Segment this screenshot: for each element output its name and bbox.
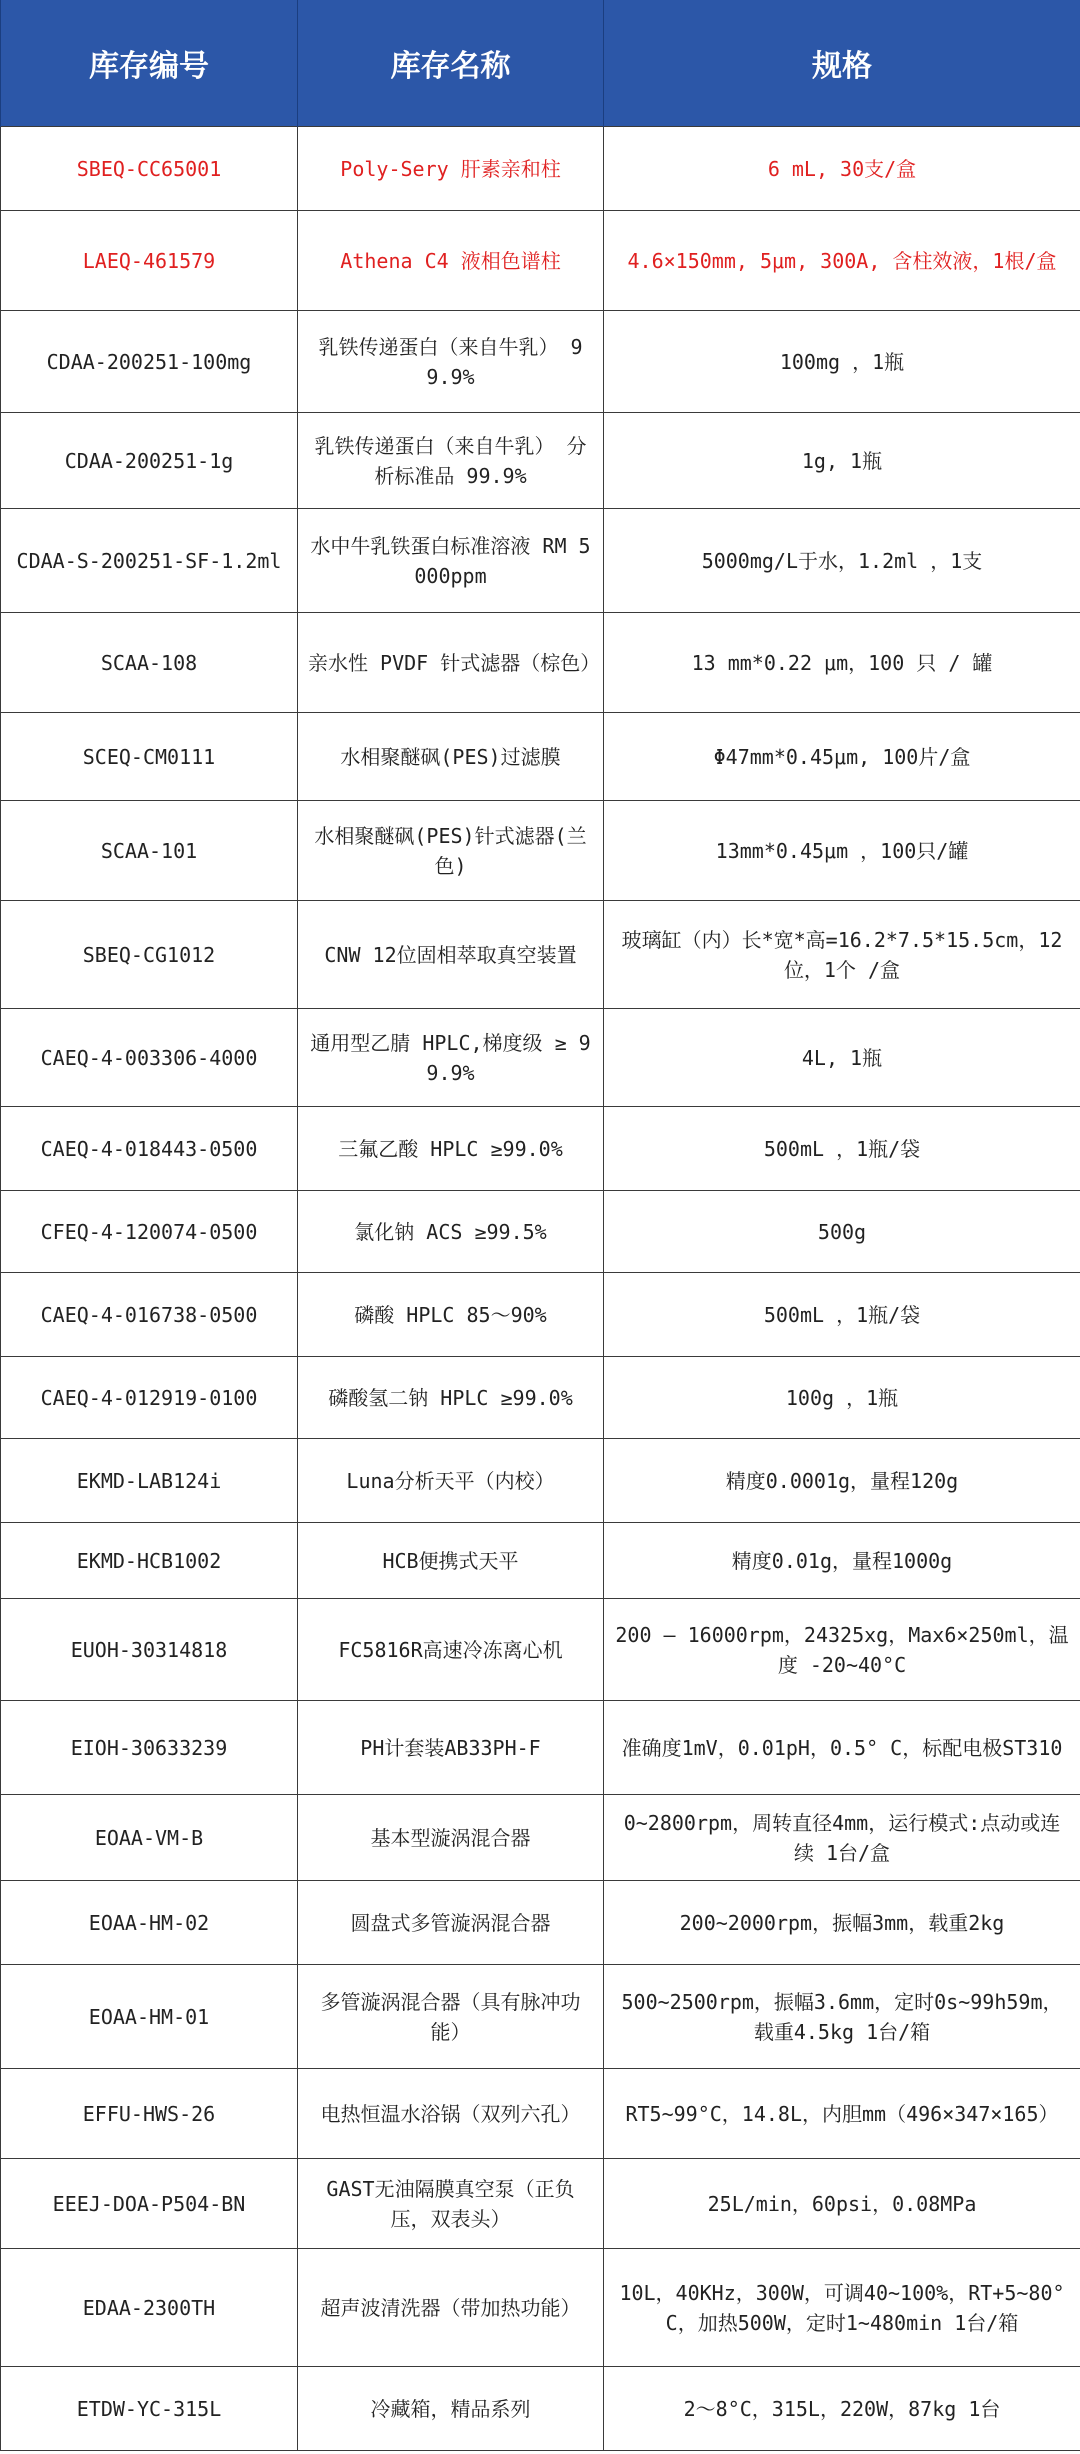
cell-spec: 0~2800rpm，周转直径4mm，运行模式:点动或连续 1台/盒 [604, 1795, 1080, 1881]
cell-code: EKMD-HCB1002 [1, 1523, 298, 1599]
cell-code: SBEQ-CC65001 [1, 127, 298, 211]
cell-code: CAEQ-4-016738-0500 [1, 1273, 298, 1357]
cell-spec: 100g ，1瓶 [604, 1357, 1080, 1439]
cell-spec: 13mm*0.45μm ，100只/罐 [604, 801, 1080, 901]
table-row [1, 801, 1080, 901]
cell-spec: 6 mL, 30支/盒 [604, 127, 1080, 211]
table-row [1, 1881, 1080, 1965]
cell-name: 水中牛乳铁蛋白标准溶液 RM 5000ppm [298, 509, 604, 613]
cell-name: HCB便携式天平 [298, 1523, 604, 1599]
cell-spec: RT5~99°C，14.8L，内胆mm（496×347×165） [604, 2069, 1080, 2159]
cell-spec: 1g, 1瓶 [604, 413, 1080, 509]
table-header-row [1, 0, 1080, 127]
table-row [1, 2249, 1080, 2367]
cell-name: FC5816R高速冷冻离心机 [298, 1599, 604, 1701]
cell-code: EDAA-2300TH [1, 2249, 298, 2367]
cell-code: CAEQ-4-018443-0500 [1, 1107, 298, 1191]
cell-name: 乳铁传递蛋白（来自牛乳） 分析标准品 99.9% [298, 413, 604, 509]
cell-code: EOAA-HM-01 [1, 1965, 298, 2069]
cell-name: 磷酸氢二钠 HPLC ≥99.0% [298, 1357, 604, 1439]
cell-name: 磷酸 HPLC 85～90% [298, 1273, 604, 1357]
cell-spec: 4L, 1瓶 [604, 1009, 1080, 1107]
table-row [1, 1107, 1080, 1191]
cell-code: EEEJ-DOA-P504-BN [1, 2159, 298, 2249]
cell-name: 通用型乙腈 HPLC,梯度级 ≥ 99.9% [298, 1009, 604, 1107]
table-row [1, 1599, 1080, 1701]
table-row [1, 1795, 1080, 1881]
cell-spec: 500mL ，1瓶/袋 [604, 1107, 1080, 1191]
cell-name: Luna分析天平（内校） [298, 1439, 604, 1523]
table-row [1, 211, 1080, 311]
cell-spec: 13 mm*0.22 μm，100 只 / 罐 [604, 613, 1080, 713]
table-body [1, 127, 1080, 2451]
cell-code: CDAA-200251-100mg [1, 311, 298, 413]
cell-code: CFEQ-4-120074-0500 [1, 1191, 298, 1273]
cell-code: SCAA-101 [1, 801, 298, 901]
cell-name: 水相聚醚砜(PES)针式滤器(兰色) [298, 801, 604, 901]
cell-spec: 500g [604, 1191, 1080, 1273]
cell-name: Poly-Sery 肝素亲和柱 [298, 127, 604, 211]
table-row [1, 2367, 1080, 2451]
cell-name: PH计套装AB33PH-F [298, 1701, 604, 1795]
cell-name: Athena C4 液相色谱柱 [298, 211, 604, 311]
cell-spec: 200 – 16000rpm，24325xg，Max6×250ml，温度 -20~40°C [604, 1599, 1080, 1701]
header-name: 库存名称 [298, 0, 604, 127]
table-row [1, 311, 1080, 413]
table-row [1, 2159, 1080, 2249]
cell-name: 多管漩涡混合器（具有脉冲功能） [298, 1965, 604, 2069]
cell-name: GAST无油隔膜真空泵（正负压，双表头） [298, 2159, 604, 2249]
cell-code: EOAA-HM-02 [1, 1881, 298, 1965]
cell-code: SBEQ-CG1012 [1, 901, 298, 1009]
table-row [1, 1191, 1080, 1273]
table-row [1, 2069, 1080, 2159]
cell-spec: 10L，40KHz，300W，可调40~100%，RT+5~80°C，加热500W，定时1~480min 1台/箱 [604, 2249, 1080, 2367]
table-row [1, 127, 1080, 211]
cell-spec: Φ47mm*0.45μm, 100片/盒 [604, 713, 1080, 801]
table-row [1, 1965, 1080, 2069]
cell-code: LAEQ-461579 [1, 211, 298, 311]
cell-code: EUOH-30314818 [1, 1599, 298, 1701]
cell-spec: 精度0.01g，量程1000g [604, 1523, 1080, 1599]
cell-spec: 500mL ，1瓶/袋 [604, 1273, 1080, 1357]
header-code: 库存编号 [1, 0, 298, 127]
table-row [1, 1357, 1080, 1439]
cell-code: CAEQ-4-003306-4000 [1, 1009, 298, 1107]
cell-name: 乳铁传递蛋白（来自牛乳） 99.9% [298, 311, 604, 413]
cell-code: CDAA-200251-1g [1, 413, 298, 509]
cell-spec: 200~2000rpm，振幅3mm，载重2kg [604, 1881, 1080, 1965]
table-row [1, 1009, 1080, 1107]
cell-spec: 玻璃缸（内）长*宽*高=16.2*7.5*15.5cm，12位，1个 /盒 [604, 901, 1080, 1009]
table-row [1, 613, 1080, 713]
cell-spec: 25L/min，60psi，0.08MPa [604, 2159, 1080, 2249]
table-row [1, 1701, 1080, 1795]
header-spec: 规格 [604, 0, 1080, 127]
cell-code: EOAA-VM-B [1, 1795, 298, 1881]
cell-code: SCAA-108 [1, 613, 298, 713]
cell-spec: 准确度1mV，0.01pH，0.5° C，标配电极ST310 [604, 1701, 1080, 1795]
cell-spec: 5000mg/L于水，1.2ml ，1支 [604, 509, 1080, 613]
table-row [1, 509, 1080, 613]
cell-spec: 500~2500rpm，振幅3.6mm，定时0s~99h59m，载重4.5kg 1台/箱 [604, 1965, 1080, 2069]
cell-code: EFFU-HWS-26 [1, 2069, 298, 2159]
cell-spec: 2～8°C，315L，220W，87kg 1台 [604, 2367, 1080, 2451]
cell-name: 氯化钠 ACS ≥99.5% [298, 1191, 604, 1273]
cell-code: SCEQ-CM0111 [1, 713, 298, 801]
cell-name: 冷藏箱，精品系列 [298, 2367, 604, 2451]
cell-spec: 4.6×150mm, 5μm, 300A, 含柱效液，1根/盒 [604, 211, 1080, 311]
table-row [1, 1439, 1080, 1523]
cell-name: 电热恒温水浴锅（双列六孔） [298, 2069, 604, 2159]
table-row [1, 901, 1080, 1009]
cell-name: 水相聚醚砜(PES)过滤膜 [298, 713, 604, 801]
cell-code: ETDW-YC-315L [1, 2367, 298, 2451]
table-row [1, 413, 1080, 509]
cell-name: 超声波清洗器（带加热功能） [298, 2249, 604, 2367]
cell-name: 亲水性 PVDF 针式滤器（棕色） [298, 613, 604, 713]
table-row [1, 1523, 1080, 1599]
cell-code: CAEQ-4-012919-0100 [1, 1357, 298, 1439]
cell-name: 三氟乙酸 HPLC ≥99.0% [298, 1107, 604, 1191]
cell-name: 基本型漩涡混合器 [298, 1795, 604, 1881]
table-row [1, 713, 1080, 801]
cell-name: CNW 12位固相萃取真空装置 [298, 901, 604, 1009]
cell-code: CDAA-S-200251-SF-1.2ml [1, 509, 298, 613]
table-row [1, 1273, 1080, 1357]
cell-name: 圆盘式多管漩涡混合器 [298, 1881, 604, 1965]
cell-code: EIOH-30633239 [1, 1701, 298, 1795]
cell-spec: 精度0.0001g，量程120g [604, 1439, 1080, 1523]
cell-spec: 100mg ，1瓶 [604, 311, 1080, 413]
cell-code: EKMD-LAB124i [1, 1439, 298, 1523]
